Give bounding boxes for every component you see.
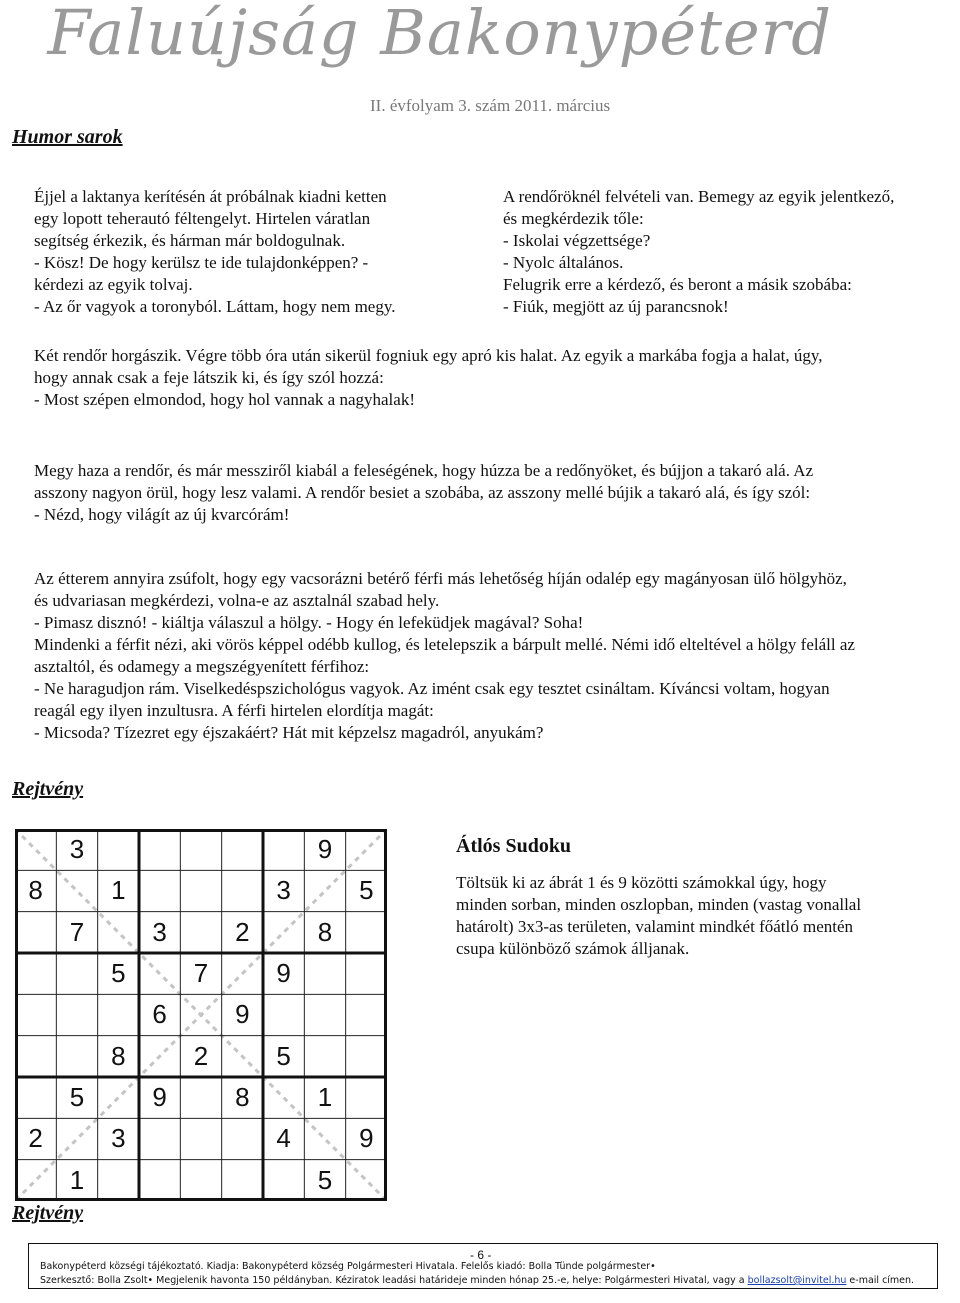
joke-1-line: kérdezi az egyik tolvaj. bbox=[34, 275, 193, 294]
sudoku-cell[interactable] bbox=[263, 912, 304, 953]
sudoku-cell[interactable]: 5 bbox=[276, 1040, 291, 1071]
sudoku-cell[interactable] bbox=[15, 994, 56, 1035]
issue-info: II. évfolyam 3. szám 2011. március bbox=[370, 96, 611, 115]
puzzle-heading-bottom: Rejtvény bbox=[12, 1202, 84, 1224]
sudoku-cell[interactable]: 1 bbox=[69, 1164, 85, 1195]
joke-4-line: asszony nagyon örül, hogy lesz valami. A rendőr besiet a szobába, az asszony mellé bújik a takaró alá, és így szól: bbox=[34, 483, 811, 502]
sudoku-cell[interactable]: 3 bbox=[111, 1123, 126, 1154]
sudoku-cell[interactable]: 9 bbox=[235, 999, 250, 1030]
sudoku-cell[interactable]: 2 bbox=[28, 1123, 43, 1154]
sudoku-cell[interactable] bbox=[139, 1118, 180, 1159]
puzzle-heading: Rejtvény bbox=[12, 778, 84, 800]
joke-3-line: hogy annak csak a feje látszik ki, és így szól hozzá: bbox=[34, 368, 384, 387]
sudoku-cell[interactable] bbox=[263, 1160, 304, 1201]
joke-2 bbox=[503, 186, 894, 318]
sudoku-cell[interactable] bbox=[180, 829, 221, 870]
sudoku-cell[interactable] bbox=[263, 1077, 304, 1118]
sudoku-cell[interactable] bbox=[56, 1118, 97, 1159]
sudoku-description-line: Töltsük ki az ábrát 1 és 9 közötti számokkal úgy, hogy bbox=[456, 873, 827, 892]
joke-1-line: Éjjel a laktanya kerítésén át próbálnak kiadni ketten bbox=[34, 187, 387, 206]
sudoku-cell[interactable] bbox=[180, 1077, 221, 1118]
sudoku-title: Átlós Sudoku bbox=[456, 835, 572, 857]
sudoku-cell[interactable] bbox=[56, 994, 97, 1035]
sudoku-cell[interactable] bbox=[346, 829, 387, 870]
sudoku-cell[interactable] bbox=[15, 1077, 56, 1118]
sudoku-description-line: csupa különböző számok álljanak. bbox=[456, 939, 690, 958]
sudoku-cell[interactable] bbox=[346, 1160, 387, 1201]
sudoku-cell[interactable] bbox=[15, 829, 56, 870]
footer-line-2 bbox=[40, 1275, 914, 1286]
sudoku-cell[interactable] bbox=[263, 994, 304, 1035]
sudoku-cell[interactable] bbox=[304, 1036, 345, 1077]
joke-1-line: - Az őr vagyok a toronyból. Láttam, hogy nem megy. bbox=[34, 297, 396, 316]
sudoku-cell[interactable]: 5 bbox=[69, 1082, 85, 1112]
sudoku-cell[interactable]: 5 bbox=[359, 875, 374, 906]
sudoku-cell[interactable] bbox=[180, 994, 221, 1035]
footer-line-2-suffix: e-mail címen. bbox=[849, 1275, 915, 1286]
sudoku-cell[interactable] bbox=[15, 953, 56, 994]
sudoku-cell[interactable] bbox=[98, 912, 139, 953]
sudoku-cell[interactable]: 8 bbox=[28, 875, 43, 906]
sudoku-cell[interactable] bbox=[222, 1036, 263, 1077]
joke-2-line: A rendőröknél felvételi van. Bemegy az egyik jelentkező, bbox=[503, 187, 895, 206]
joke-1 bbox=[34, 186, 395, 318]
sudoku-cell[interactable]: 9 bbox=[152, 1082, 167, 1112]
sudoku-cell[interactable] bbox=[346, 1077, 387, 1118]
sudoku-cell[interactable] bbox=[15, 1036, 56, 1077]
sudoku-cell[interactable] bbox=[180, 1118, 221, 1159]
email-link[interactable]: bollazsolt@invitel.hu bbox=[747, 1275, 847, 1286]
joke-3-line: Két rendőr horgászik. Végre több óra után sikerül fogniuk egy apró kis halat. Az egyik a markába fogja a halat, úgy, bbox=[34, 346, 823, 365]
sudoku-cell[interactable]: 2 bbox=[193, 1040, 209, 1071]
joke-5-line: Mindenki a férfit nézi, aki vörös képpel odébb kullog, és letelepszik a bárpult mellé. Némi idő elteltével a hölgy feláll az bbox=[34, 635, 855, 654]
sudoku-cell[interactable] bbox=[139, 829, 180, 870]
joke-2-line: - Iskolai végzettsége? bbox=[503, 231, 651, 250]
joke-1-line: segítség érkezik, és hárman már boldogulnak. bbox=[34, 231, 346, 250]
sudoku-cell[interactable] bbox=[222, 1118, 263, 1159]
sudoku-grid bbox=[15, 829, 387, 1201]
sudoku-cell[interactable] bbox=[304, 870, 345, 911]
page-number: - 6 - bbox=[470, 1248, 492, 1262]
newspaper-title: Faluújság Bakonypéterd bbox=[47, 0, 832, 69]
footer-line-2-text: Szerkesztő: Bolla Zsolt• Megjelenik havonta 150 példányban. Kéziratok leadási határideje minden hónap 25.-e, helye: Polgármesteri Hivatal, vagy a bbox=[40, 1275, 745, 1286]
joke-5 bbox=[34, 568, 855, 744]
sudoku-description bbox=[456, 872, 861, 960]
sudoku-cell[interactable]: 7 bbox=[69, 916, 85, 947]
sudoku-cell[interactable]: 8 bbox=[111, 1040, 126, 1071]
sudoku-cell[interactable] bbox=[56, 870, 97, 911]
joke-2-line: - Fiúk, megjött az új parancsnok! bbox=[503, 297, 729, 316]
joke-5-line: Az étterem annyira zsúfolt, hogy egy vacsorázni betérő férfi más lehetőség híján odalép egy magányosan ülő hölgyhöz, bbox=[34, 569, 847, 588]
joke-5-line: asztaltól, és odamegy a megszégyenített férfihoz: bbox=[34, 657, 370, 676]
sudoku-cell[interactable] bbox=[222, 1160, 263, 1201]
joke-2-line: Felugrik erre a kérdező, és beront a másik szobába: bbox=[503, 275, 852, 294]
sudoku-cell[interactable] bbox=[346, 912, 387, 953]
joke-5-line: - Micsoda? Tízezret egy éjszakáért? Hát mit képzelsz magadról, anyukám? bbox=[34, 723, 544, 742]
sudoku-cell[interactable]: 2 bbox=[235, 916, 250, 947]
sudoku-cell[interactable] bbox=[222, 953, 263, 994]
joke-4-line: Megy haza a rendőr, és már messziről kiabál a feleségének, hogy húzza be a redőnyöket, és bújjon a takaró alá. Az bbox=[34, 461, 814, 480]
sudoku-cell[interactable] bbox=[139, 1036, 180, 1077]
sudoku-cell[interactable]: 3 bbox=[69, 834, 85, 864]
sudoku-cell[interactable]: 7 bbox=[193, 958, 209, 988]
sudoku-cell[interactable] bbox=[56, 1036, 97, 1077]
joke-5-line: és udvariasan megkérdezi, volna-e az asztalnál szabad hely. bbox=[34, 591, 440, 610]
sudoku-cell[interactable] bbox=[98, 994, 139, 1035]
sudoku-cell[interactable]: 3 bbox=[276, 875, 291, 906]
joke-1-line: egy lopott teherautó féltengelyt. Hirtelen váratlan bbox=[34, 209, 371, 228]
sudoku-cell[interactable]: 1 bbox=[317, 1082, 333, 1112]
joke-5-line: - Pimasz disznó! - kiáltja válaszul a hölgy. - Hogy én lefeküdjek magával? Soha! bbox=[34, 613, 584, 632]
sudoku-description-line: minden sorban, minden oszlopban, minden (vastag vonallal bbox=[456, 895, 862, 914]
sudoku-cell[interactable]: 9 bbox=[276, 958, 291, 988]
sudoku-cell[interactable] bbox=[346, 1036, 387, 1077]
footer-line-1: Bakonypéterd községi tájékoztató. Kiadja: Bakonypéterd község Polgármesteri Hivatala. Felelős kiadó: Bolla Tünde polgármester• bbox=[40, 1261, 656, 1272]
sudoku-cell[interactable]: 5 bbox=[317, 1164, 333, 1195]
sudoku-cell[interactable] bbox=[15, 912, 56, 953]
sudoku-description-line: határolt) 3x3-as területen, valamint mindkét főátló mentén bbox=[456, 917, 854, 936]
sudoku-cell[interactable]: 6 bbox=[152, 999, 167, 1030]
joke-4-line: - Nézd, hogy világít az új kvarcórám! bbox=[34, 505, 290, 524]
sudoku-cell[interactable] bbox=[304, 1118, 345, 1159]
sudoku-cell[interactable] bbox=[15, 1160, 56, 1201]
sudoku-cell[interactable] bbox=[180, 912, 221, 953]
sudoku-cell[interactable] bbox=[222, 870, 263, 911]
sudoku-cell[interactable]: 1 bbox=[111, 875, 126, 906]
sudoku-cell[interactable]: 3 bbox=[152, 916, 167, 947]
sudoku-cell[interactable] bbox=[98, 829, 139, 870]
joke-1-line: - Kösz! De hogy kerülsz te ide tulajdonképpen? - bbox=[34, 253, 369, 272]
sudoku-cell[interactable] bbox=[139, 953, 180, 994]
sudoku-cell[interactable] bbox=[56, 953, 97, 994]
sudoku-cell[interactable] bbox=[263, 829, 304, 870]
sudoku-cell[interactable]: 9 bbox=[359, 1123, 374, 1154]
joke-4 bbox=[34, 460, 813, 526]
sudoku-cell[interactable] bbox=[139, 870, 180, 911]
sudoku-cell[interactable] bbox=[98, 1160, 139, 1201]
joke-5-line: - Ne haragudjon rám. Viselkedéspszichológus vagyok. Az imént csak egy tesztet csináltam. Kíváncsi voltam, hogyan bbox=[34, 679, 830, 698]
joke-3-line: - Most szépen elmondod, hogy hol vannak a nagyhalak! bbox=[34, 390, 415, 409]
sudoku-cell[interactable] bbox=[180, 1160, 221, 1201]
sudoku-cell[interactable] bbox=[304, 994, 345, 1035]
joke-2-line: - Nyolc általános. bbox=[503, 253, 624, 272]
sudoku-cell[interactable]: 4 bbox=[276, 1123, 291, 1154]
sudoku-cell[interactable] bbox=[180, 870, 221, 911]
sudoku-cell[interactable] bbox=[346, 953, 387, 994]
sudoku-cell[interactable] bbox=[98, 1077, 139, 1118]
joke-3 bbox=[34, 345, 823, 411]
joke-5-line: reagál egy ilyen inzultusra. A férfi hirtelen elordítja magát: bbox=[34, 701, 434, 720]
sudoku-cell[interactable] bbox=[346, 994, 387, 1035]
sudoku-cell[interactable]: 9 bbox=[317, 834, 333, 864]
masthead bbox=[0, 0, 960, 70]
sudoku-cell[interactable] bbox=[222, 829, 263, 870]
sudoku-cell[interactable] bbox=[304, 953, 345, 994]
sudoku-cell[interactable]: 8 bbox=[317, 916, 333, 947]
joke-2-line: és megkérdezik tőle: bbox=[503, 209, 644, 228]
sudoku-cell[interactable]: 5 bbox=[111, 958, 126, 988]
sudoku-cell[interactable] bbox=[139, 1160, 180, 1201]
section-title: Humor sarok bbox=[12, 126, 123, 148]
sudoku-cell[interactable]: 8 bbox=[235, 1082, 250, 1112]
